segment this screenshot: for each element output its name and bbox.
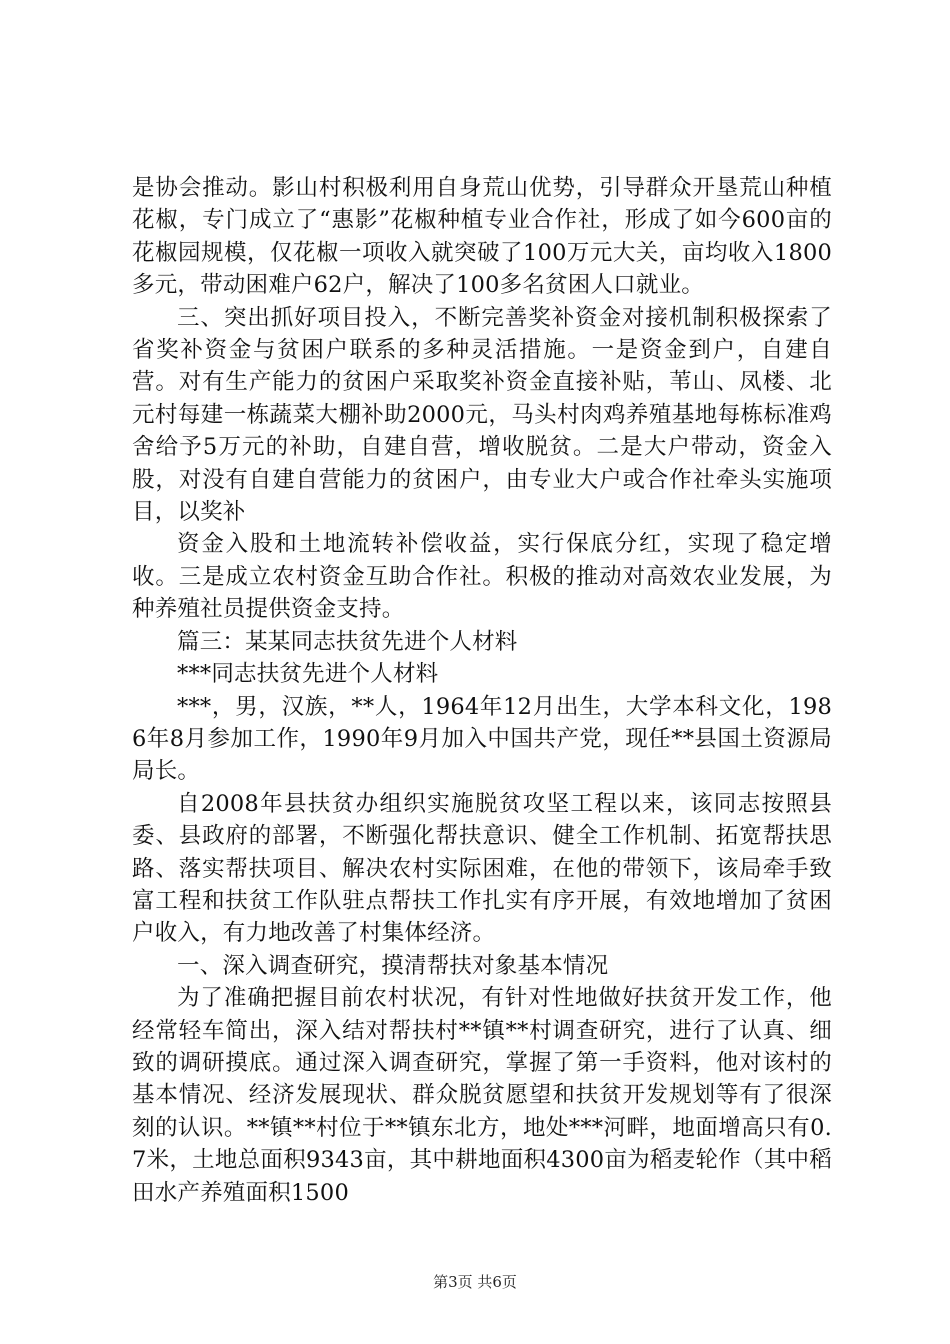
document-body (132, 172, 832, 1209)
section-heading-3: 篇三：某某同志扶贫先进个人材料 (177, 628, 518, 655)
paragraph-bio: ***，男，汉族，**人，1964年12月出生，大学本科文化，1986年8月参加工作，1990年9月加入中国共产党，现任**县国土资源局局长。 (132, 693, 832, 785)
subsection-heading-1: 一、深入调查研究，摸清帮扶对象基本情况 (177, 952, 609, 979)
paragraph-research: 为了准确把握目前农村状况，有针对性地做好扶贫开发工作，他经常轻车简出，深入结对帮扶村**镇**村调查研究，进行了认真、细致的调研摸底。通过深入调查研究，掌握了第一手资料，他对该村的基本情况、经济发展现状、群众脱贫愿望和扶贫开发规划等有了很深刻的认识。**镇**村位于**镇东北方，地处***河畔，地面增高只有0.7米，土地总面积9343亩，其中耕地面积4300亩为稻麦轮作（其中稻田水产养殖面积1500 (132, 985, 832, 1206)
paragraph-1: 是协会推动。影山村积极利用自身荒山优势，引导群众开垦荒山种植花椒，专门成立了“惠影”花椒种植专业合作社，形成了如今600亩的花椒园规模，仅花椒一项收入就突破了100万元大关，亩均收入1800多元，带动困难户62户，解决了100多名贫困人口就业。 (132, 175, 832, 299)
paragraph-2: 三、突出抓好项目投入，不断完善奖补资金对接机制积极探索了省奖补资金与贫困户联系的多种灵活措施。一是资金到户，自建自营。对有生产能力的贫困户采取奖补资金直接补贴，苇山、凤楼、北元村每建一栋蔬菜大棚补助2000元，马头村肉鸡养殖基地每栋标准鸡舍给予5万元的补助，自建自营，增收脱贫。二是大户带动，资金入股，对没有自建自营能力的贫困户，由专业大户或合作社牵头实施项目，以奖补 (132, 304, 832, 526)
material-title: ***同志扶贫先进个人材料 (177, 661, 439, 688)
page-footer: 第3页 共6页 (433, 1273, 517, 1291)
paragraph-3: 资金入股和土地流转补偿收益，实行保底分红，实现了稳定增收。三是成立农村资金互助合作社。积极的推动对高效农业发展，为种养殖社员提供资金支持。 (132, 531, 832, 623)
paragraph-summary: 自2008年县扶贫办组织实施脱贫攻坚工程以来，该同志按照县委、县政府的部署，不断强化帮扶意识、健全工作机制、拓宽帮扶思路、落实帮扶项目、解决农村实际困难，在他的带领下，该局牵手致富工程和扶贫工作队驻点帮扶工作扎实有序开展，有效地增加了贫困户收入，有力地改善了村集体经济。 (132, 790, 832, 947)
